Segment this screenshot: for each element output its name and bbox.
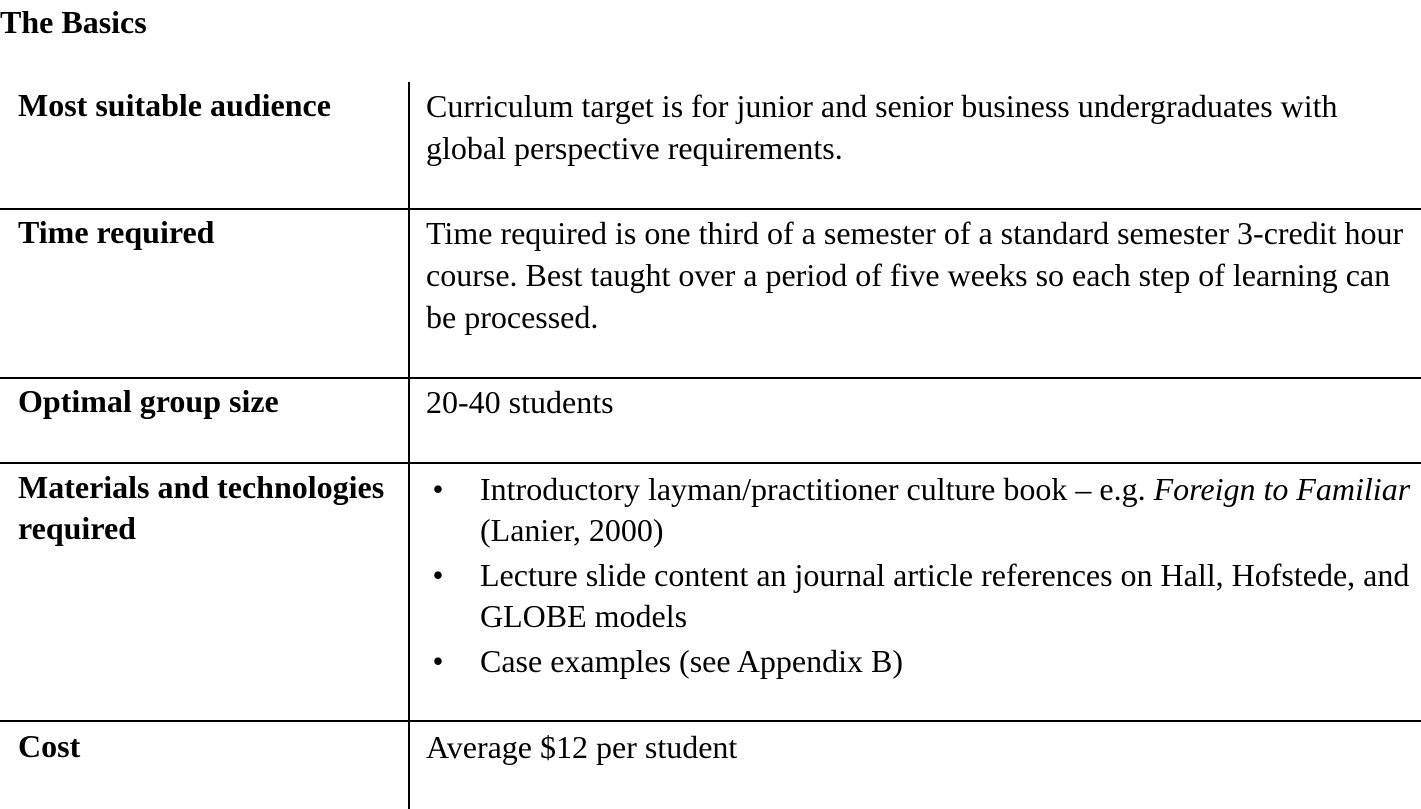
row-value-time: Time required is one third of a semester of a standard semester 3-credit hour course. Best taught over a period of five weeks so each step of learning can be processed. (426, 215, 1404, 335)
bullet-icon: • (432, 471, 444, 507)
row-divider (0, 377, 1421, 379)
item-text: Lecture slide content an journal article references on Hall, Hofstede, and GLOBE models (480, 557, 1410, 634)
item-text: Case examples (see Appendix B) (480, 643, 903, 679)
bullet-icon: • (432, 643, 444, 679)
row-value-audience: Curriculum target is for junior and senior business undergraduates with global perspective requirements. (426, 88, 1338, 166)
materials-list (426, 469, 1416, 686)
row-label-group-size: Optimal group size (18, 383, 279, 419)
row-divider (0, 720, 1421, 722)
section-heading: The Basics (0, 4, 147, 40)
list-item (426, 641, 1416, 682)
row-value-cost: Average $12 per student (426, 729, 738, 765)
row-label-materials: Materials and technologies required (18, 469, 385, 546)
row-label-cost: Cost (18, 728, 81, 764)
row-divider (0, 462, 1421, 464)
book-title: Foreign to Familiar (1153, 471, 1411, 507)
row-value-group-size: 20-40 students (426, 384, 614, 420)
row-divider (0, 208, 1421, 210)
row-label-audience: Most suitable audience (18, 87, 331, 123)
item-citation: (Lanier, 2000) (480, 512, 664, 548)
list-item (426, 469, 1416, 551)
item-text: Introductory layman/practitioner culture book – e.g. (480, 471, 1154, 507)
bullet-icon: • (432, 557, 444, 593)
table-column-divider (408, 82, 410, 809)
list-item (426, 555, 1416, 637)
row-label-time: Time required (18, 214, 215, 250)
